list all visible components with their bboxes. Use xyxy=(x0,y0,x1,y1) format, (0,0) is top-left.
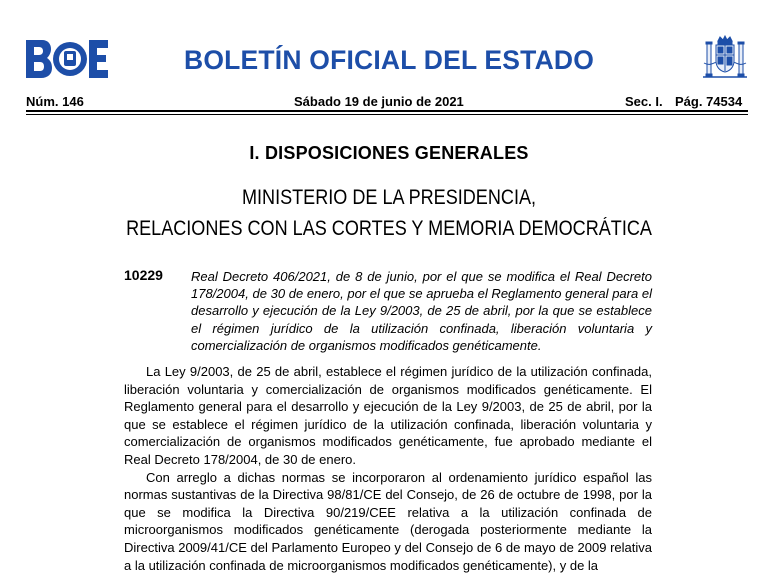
spain-coat-of-arms-icon xyxy=(701,35,749,81)
header-rule xyxy=(26,110,748,112)
issue-number: Núm. 146 xyxy=(26,94,84,109)
body-paragraph: La Ley 9/2003, de 25 de abril, establece el régimen jurídico de la utilización confinada, liberación voluntaria y comercialización de organismos modificados genéticamente. El Reglamento general para el desarrollo y ejecución de la Ley 9/2003, de 25 de abril, por la que se establece el régimen jurídico de la utilización confinada, liberación voluntaria y comercialización de organismos modificados genéticamente, fue aprobado mediante el Real Decreto 178/2004, de 30 de enero. xyxy=(124,364,652,467)
header-rule-thin xyxy=(26,114,748,115)
boe-logo-e xyxy=(89,40,108,78)
issue-date: Sábado 19 de junio de 2021 xyxy=(294,94,464,109)
ministry-name-line-1: MINISTERIO DE LA PRESIDENCIA, xyxy=(241,186,537,209)
boe-logo xyxy=(26,40,108,78)
section-label: Sec. I. xyxy=(625,94,663,109)
document-number: 10229 xyxy=(124,267,163,283)
page-number: Pág. 74534 xyxy=(675,94,743,109)
ministry-name-line-2: RELACIONES CON LAS CORTES Y MEMORIA DEMOCRÁTICA xyxy=(126,217,652,240)
body-paragraph: Con arreglo a dichas normas se incorporaron al ordenamiento jurídico español las normas sustantivas de la Directiva 98/81/CE del Consejo, de 26 de octubre de 1998, por la que se modifica la Directiva 90/219/CEE relativa a la utilización confinada de microorganismos modificados genéticamente (derogada posteriormente mediante la Directiva 2009/41/CE del Parlamento Europeo y del Consejo de 6 de mayo de 2009 relativa a la utilización confinada de microorganismos modificados genéticamente), y de la xyxy=(124,469,652,573)
document-summary: Real Decreto 406/2021, de 8 de junio, por el que se modifica el Real Decreto 178/2004, de 30 de enero, por el que se aprueba el Reglamento general para el desarrollo y ejecución de la Ley 9/2003, de 25 de abril, por la que se establece el régimen jurídico de la utilización confinada, liberación voluntaria y comercialización de organismos modificados genéticamente. xyxy=(191,269,652,353)
boe-logo-b xyxy=(26,40,52,78)
gazette-title: BOLETÍN OFICIAL DEL ESTADO xyxy=(184,45,595,75)
document-body xyxy=(124,363,652,574)
section-heading: I. DISPOSICIONES GENERALES xyxy=(249,143,529,163)
